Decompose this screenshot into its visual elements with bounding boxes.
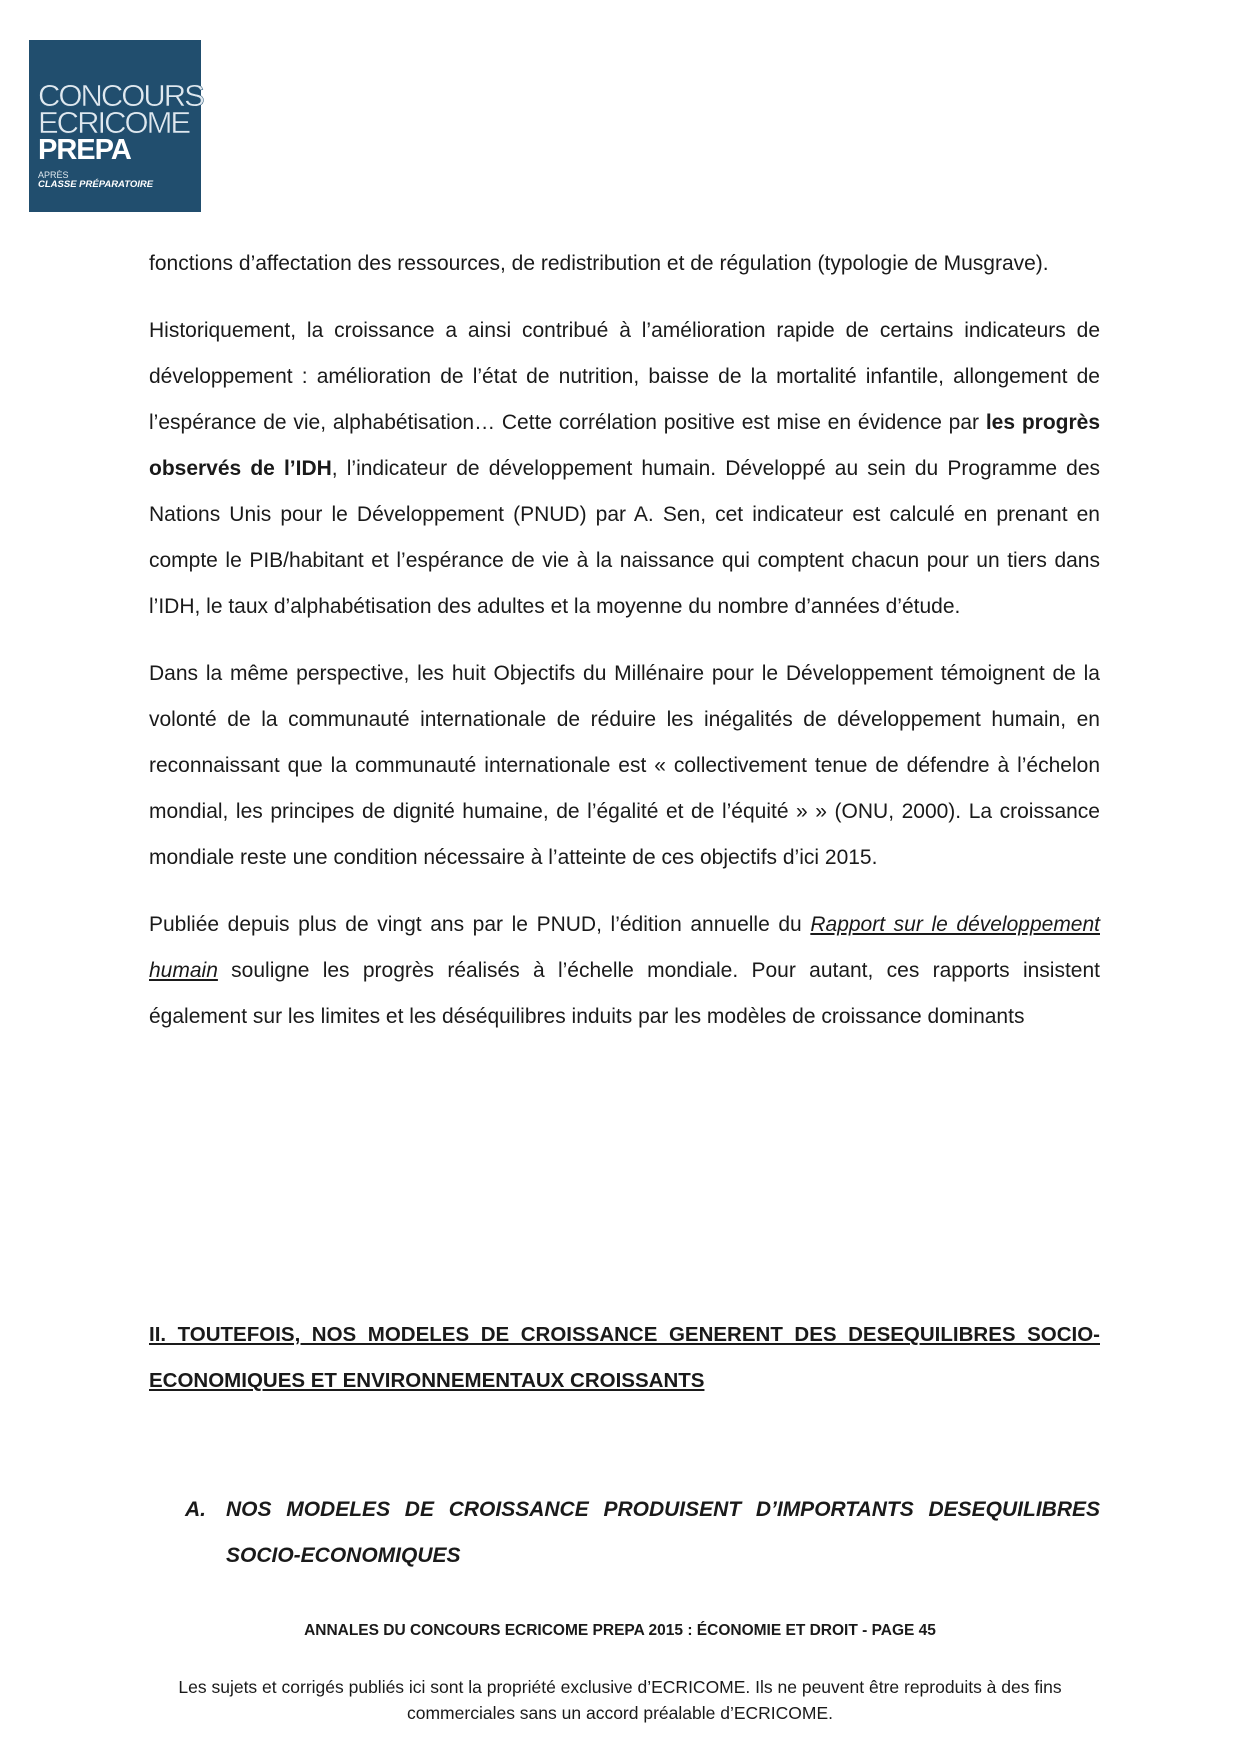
subsection-letter: A. (185, 1498, 206, 1521)
logo-line-ecricome: ECRICOME (38, 105, 190, 140)
paragraph-musgrave: fonctions d’affectation des ressources, de redistribution et de régulation (typologie de Musgrave). (149, 252, 1049, 275)
paragraph-idh-bold: les progrès observés de l’IDH (149, 411, 1101, 480)
subsection-title: NOS MODELES DE CROISSANCE PRODUISENT D’IMPORTANTS DESEQUILIBRES SOCIO-ECONOMIQUES (226, 1498, 1100, 1567)
paragraph-idh (149, 308, 1100, 630)
paragraph-idh-text-1: Historiquement, la croissance a ainsi contribué à l’amélioration rapide de certains indicateurs de développement : amélioration de l’état de nutrition, baisse de la mortalité infantile, allongement de l’espérance de vie, alphabétisation… Cette corrélation positive est mise en évidence par (149, 319, 1100, 434)
rapport-title: Rapport sur le développement humain (149, 913, 1100, 982)
paragraph-omd: Dans la même perspective, les huit Objectifs du Millénaire pour le Développement témoignent de la volonté de la communauté internationale de réduire les inégalités de développement humain, en reconnaissant que la communauté internationale est « collectivement tenue de défendre à l’échelon mondial, les principes de dignité humaine, de l’égalité et de l’équité » » (ONU, 2000). La croissance mondiale reste une condition nécessaire à l’atteinte de ces objectifs d’ici 2015. (149, 662, 1100, 869)
logo-line-concours: CONCOURS (38, 78, 203, 113)
document-body (149, 241, 1100, 1040)
paragraph-idh-text-2: , l’indicateur de développement humain. Développé au sein du Programme des Nations Unis pour le Développement (PNUD) par A. Sen, cet indicateur est calculé en prenant en compte le PIB/habitant et l’espérance de vie à la naissance qui comptent chacun pour un tiers dans l’IDH, le taux d’alphabétisation des adultes et la moyenne du nombre d’années d’étude. (149, 457, 1100, 618)
footer-page-title: ANNALES DU CONCOURS ECRICOME PREPA 2015 : ÉCONOMIE ET DROIT - PAGE 45 (304, 1622, 936, 1639)
paragraph-rapport-text-1: Publiée depuis plus de vingt ans par le PNUD, l’édition annuelle du (149, 913, 811, 936)
paragraph-rapport-text-2: souligne les progrès réalisés à l’échelle mondiale. Pour autant, ces rapports insistent également sur les limites et les déséquilibres induits par les modèles de croissance dominants (149, 959, 1100, 1028)
logo-line-apres: APRÈS (38, 170, 69, 180)
subsection-heading-a (185, 1487, 1100, 1579)
ecricome-logo (29, 40, 201, 212)
section-heading-ii: II. TOUTEFOIS, NOS MODELES DE CROISSANCE GENERENT DES DESEQUILIBRES SOCIO-ECONOMIQUES ET ENVIRONNEMENTAUX CROISSANTS (149, 1323, 1100, 1392)
logo-line-prepa: PREPA (38, 134, 131, 166)
paragraph-rapport (149, 902, 1100, 1040)
footer-copyright-note: Les sujets et corrigés publiés ici sont la propriété exclusive d’ECRICOME. Ils ne peuvent être reproduits à des fins commerciales sans un accord préalable d’ECRICOME. (178, 1677, 1062, 1723)
logo-line-classe-preparatoire: CLASSE PRÉPARATOIRE (38, 179, 154, 190)
